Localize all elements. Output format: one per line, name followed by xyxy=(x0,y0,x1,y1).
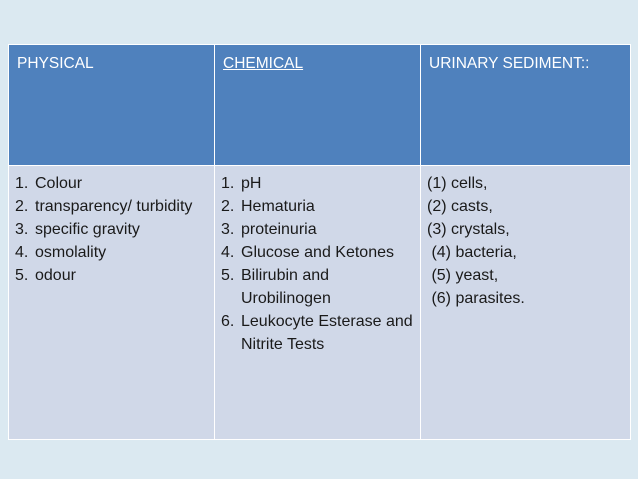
header-chemical-label: CHEMICAL xyxy=(223,55,304,72)
sediment-list xyxy=(427,172,624,310)
urinalysis-table xyxy=(8,44,631,440)
header-physical-label: PHYSICAL xyxy=(17,55,94,72)
list-item: 6. Leukocyte Esterase and Nitrite Tests xyxy=(221,313,413,353)
header-sediment-label: URINARY SEDIMENT:: xyxy=(429,55,590,72)
list-item: 3. proteinuria xyxy=(221,221,317,238)
list-item: (1) cells, xyxy=(427,175,488,192)
physical-list xyxy=(15,172,208,287)
list-item: (3) crystals, xyxy=(427,221,510,238)
list-item: 4. Glucose and Ketones xyxy=(221,244,394,261)
list-item: 5. odour xyxy=(15,267,76,284)
list-item: (4) bacteria, xyxy=(427,244,517,261)
list-item: (2) casts, xyxy=(427,198,493,215)
list-item: (6) parasites. xyxy=(427,290,525,307)
list-item: 1. pH xyxy=(221,175,262,192)
header-row xyxy=(9,45,631,166)
chemical-list xyxy=(221,172,414,356)
content-row xyxy=(9,166,631,440)
list-item: 2. transparency/ turbidity xyxy=(15,198,193,215)
list-item: 3. specific gravity xyxy=(15,221,140,238)
list-item: 2. Hematuria xyxy=(221,198,315,215)
list-item: 4. osmolality xyxy=(15,244,107,261)
list-item: 5. Bilirubin and Urobilinogen xyxy=(221,267,331,307)
physical-cell xyxy=(9,166,215,440)
list-item: 1. Colour xyxy=(15,175,83,192)
header-urinary-sediment xyxy=(421,45,631,166)
chemical-cell xyxy=(215,166,421,440)
header-chemical xyxy=(215,45,421,166)
list-item: (5) yeast, xyxy=(427,267,499,284)
sediment-cell xyxy=(421,166,631,440)
header-physical xyxy=(9,45,215,166)
